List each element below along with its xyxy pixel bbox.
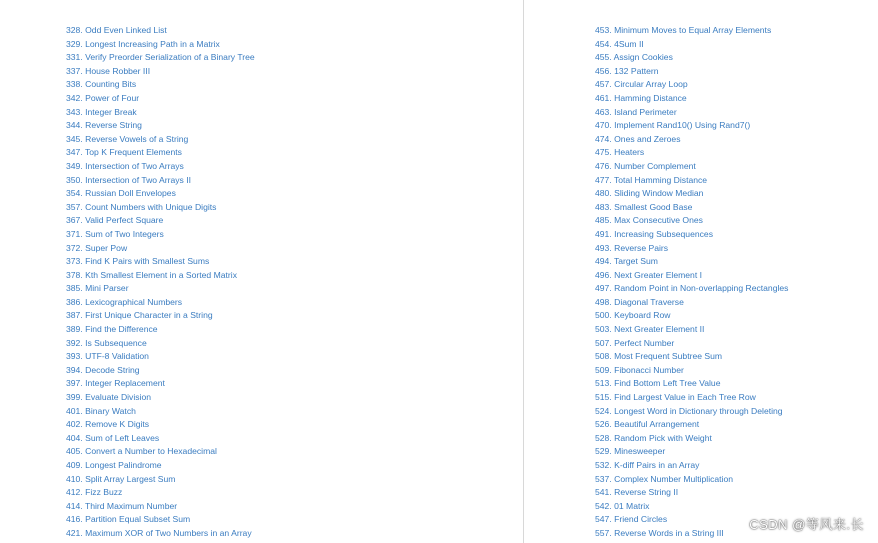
problem-link[interactable]: 367. Valid Perfect Square [66,215,164,226]
problem-link[interactable]: 470. Implement Rand10() Using Rand7() [595,120,751,131]
problem-link[interactable]: 498. Diagonal Traverse [595,296,684,307]
problem-link[interactable]: 409. Longest Palindrome [66,460,162,470]
problem-link[interactable]: 386. Lexicographical Numbers [66,296,183,307]
problem-link[interactable]: 515. Find Largest Value in Each Tree Row [595,392,756,403]
problem-link[interactable]: 412. Fizz Buzz [66,487,123,498]
problem-link[interactable]: 454. 4Sum II [595,38,644,49]
problem-link[interactable]: 349. Intersection of Two Arrays [66,160,184,171]
problem-link[interactable]: 421. Maximum XOR of Two Numbers in an Array [66,527,252,538]
problem-link[interactable]: 345. Reverse Vowels of a String [66,133,189,144]
problem-link[interactable]: 410. Split Array Largest Sum [66,473,176,484]
problem-link[interactable]: 508. Most Frequent Subtree Sum [595,351,723,362]
problem-link[interactable]: 480. Sliding Window Median [595,188,704,199]
problem-link[interactable]: 354. Russian Doll Envelopes [66,188,176,199]
problem-link[interactable]: 401. Binary Watch [66,405,136,416]
problem-link[interactable]: 378. Kth Smallest Element in a Sorted Matrix [66,269,237,280]
problem-link[interactable]: 547. Friend Circles [595,514,668,525]
problem-link[interactable]: 494. Target Sum [595,256,658,267]
problem-link[interactable]: 513. Find Bottom Left Tree Value [595,378,721,389]
problem-link[interactable]: 483. Smallest Good Base [595,201,693,212]
problem-link[interactable]: 557. Reverse Words in a String III [595,527,724,538]
problem-link[interactable]: 338. Counting Bits [66,79,137,90]
problem-link[interactable]: 461. Hamming Distance [595,92,687,103]
problem-link[interactable]: 493. Reverse Pairs [595,242,669,253]
problem-link[interactable]: 414. Third Maximum Number [66,500,178,511]
problem-link[interactable]: 491. Increasing Subsequences [595,228,714,239]
problem-link[interactable]: 329. Longest Increasing Path in a Matrix [66,38,220,49]
problem-link[interactable]: 402. Remove K Digits [66,419,150,430]
problem-link[interactable]: 524. Longest Word in Dictionary through Deleting [595,405,783,416]
problem-link[interactable]: 373. Find K Pairs with Smallest Sums [66,256,210,267]
problem-link[interactable]: 509. Fibonacci Number [595,364,684,375]
problem-link[interactable]: 385. Mini Parser [66,283,129,294]
problem-link[interactable]: 371. Sum of Two Integers [66,228,164,239]
problem-link[interactable]: 477. Total Hamming Distance [595,174,708,185]
problem-link[interactable]: 394. Decode String [66,364,140,375]
problem-link[interactable]: 331. Verify Preorder Serialization of a Binary Tree [66,52,255,63]
problem-link[interactable]: 542. 01 Matrix [595,500,650,511]
problem-link[interactable]: 389. Find the Difference [66,324,158,335]
problem-link[interactable]: 532. K-diff Pairs in an Array [595,460,700,470]
problem-link[interactable]: 526. Beautiful Arrangement [595,419,700,430]
problem-link[interactable]: 529. Minesweeper [595,446,666,457]
problem-link[interactable]: 404. Sum of Left Leaves [66,432,160,443]
problem-link[interactable]: 393. UTF-8 Validation [66,351,149,362]
problem-link[interactable]: 337. House Robber III [66,65,151,76]
problem-link[interactable]: 347. Top K Frequent Elements [66,147,182,158]
problem-link[interactable]: 541. Reverse String II [595,487,679,498]
problem-link[interactable]: 357. Count Numbers with Unique Digits [66,201,217,212]
problem-link[interactable]: 392. Is Subsequence [66,337,147,348]
problem-link[interactable]: 507. Perfect Number [595,337,675,348]
problem-link[interactable]: 497. Random Point in Non-overlapping Rectangles [595,283,789,294]
csdn-watermark: CSDN @等风来.长 [749,517,864,532]
problem-link[interactable]: 537. Complex Number Multiplication [595,473,734,484]
problem-link[interactable]: 476. Number Complement [595,160,696,171]
problem-link[interactable]: 463. Island Perimeter [595,106,677,117]
problem-link[interactable]: 474. Ones and Zeroes [595,133,681,144]
problem-link[interactable]: 456. 132 Pattern [595,65,659,76]
problem-link[interactable]: 344. Reverse String [66,120,142,131]
problem-link[interactable]: 350. Intersection of Two Arrays II [66,174,191,185]
problem-link[interactable]: 457. Circular Array Loop [595,79,688,90]
problem-link[interactable]: 528. Random Pick with Weight [595,432,712,443]
problem-link[interactable]: 328. Odd Even Linked List [66,25,167,35]
column-divider [523,0,524,543]
problem-link[interactable]: 342. Power of Four [66,92,140,103]
problem-link[interactable]: 455. Assign Cookies [595,52,673,63]
problem-link[interactable]: 405. Convert a Number to Hexadecimal [66,446,217,457]
problem-link[interactable]: 343. Integer Break [66,106,137,117]
problem-link[interactable]: 496. Next Greater Element I [595,269,702,280]
right-problem-list [595,24,788,541]
problem-link[interactable]: 485. Max Consecutive Ones [595,215,703,226]
problem-link[interactable]: 399. Evaluate Division [66,392,152,403]
problem-link[interactable]: 372. Super Pow [66,242,128,253]
problem-link[interactable]: 416. Partition Equal Subset Sum [66,514,191,525]
problem-link[interactable]: 503. Next Greater Element II [595,324,705,335]
problem-link[interactable]: 453. Minimum Moves to Equal Array Elements [595,25,772,35]
problem-link[interactable]: 387. First Unique Character in a String [66,310,213,321]
problem-link[interactable]: 475. Heaters [595,147,645,158]
problem-link[interactable]: 397. Integer Replacement [66,378,165,389]
left-problem-list [66,24,255,541]
problem-link[interactable]: 500. Keyboard Row [595,310,671,321]
